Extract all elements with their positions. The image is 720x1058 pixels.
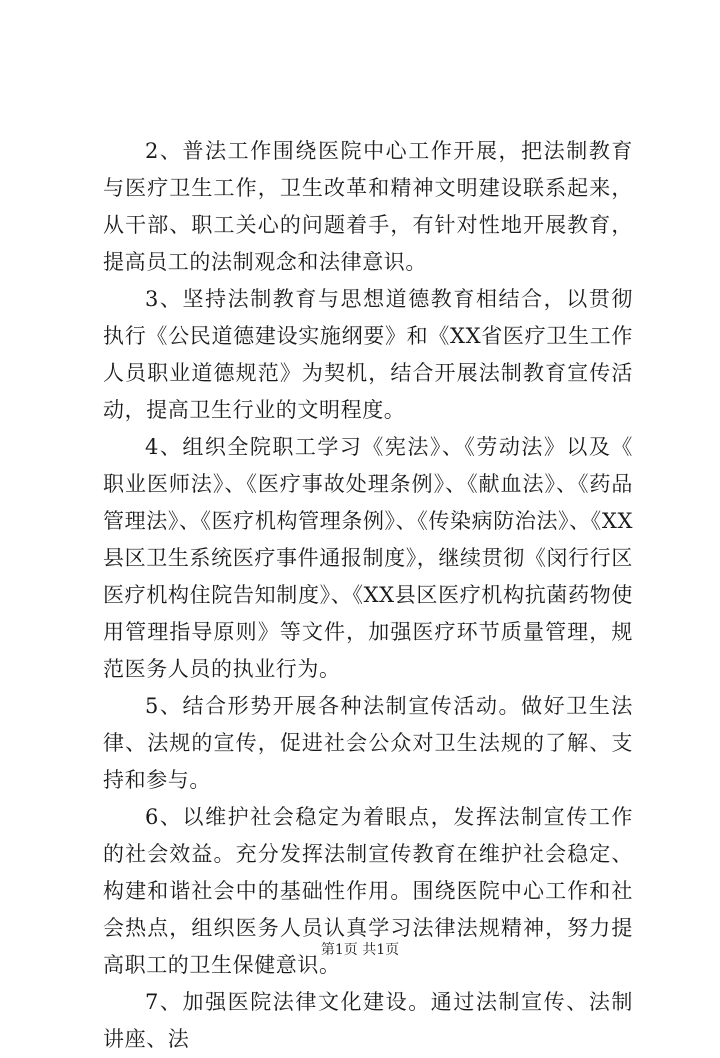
- document-body: [103, 133, 633, 1058]
- paragraph-item-6: 6、以维护社会稳定为着眼点，发挥法制宣传工作的社会效益。充分发挥法制宣传教育在维护社会稳定、构建和谐社会中的基础性作用。围绕医院中心工作和社会热点，组织医务人员认真学习法律法规精神，努力提高职工的卫生保健意识。: [103, 805, 633, 977]
- paragraph-item-3: 3、坚持法制教育与思想道德教育相结合，以贯彻执行《公民道德建设实施纲要》和《XX省医疗卫生工作人员职业道德规范》为契机，结合开展法制教育宣传活动，提高卫生行业的文明程度。: [103, 287, 633, 422]
- paragraph-item-5: 5、结合形势开展各种法制宣传活动。做好卫生法律、法规的宣传，促进社会公众对卫生法规的了解、支持和参与。: [103, 694, 633, 792]
- page-footer: 第1页 共1页: [320, 942, 400, 958]
- paragraph-item-2: 2、普法工作围绕医院中心工作开展，把法制教育与医疗卫生工作，卫生改革和精神文明建设联系起来，从干部、职工关心的问题着手，有针对性地开展教育，提高员工的法制观念和法律意识。: [103, 139, 633, 274]
- paragraph-item-7: 7、加强医院法律文化建设。通过法制宣传、法制讲座、法: [103, 990, 633, 1051]
- paragraph-item-4: 4、组织全院职工学习《宪法》、《劳动法》以及《职业医师法》、《医疗事故处理条例》、《献血法》、《药品管理法》、《医疗机构管理条例》、《传染病防治法》、《XX县区卫生系统医疗事件通报制度》，继续贯彻《闵行行区医疗机构住院告知制度》、《XX县区医疗机构抗菌药物使用管理指导原则》等文件，加强医疗环节质量管理，规范医务人员的执业行为。: [103, 435, 633, 681]
